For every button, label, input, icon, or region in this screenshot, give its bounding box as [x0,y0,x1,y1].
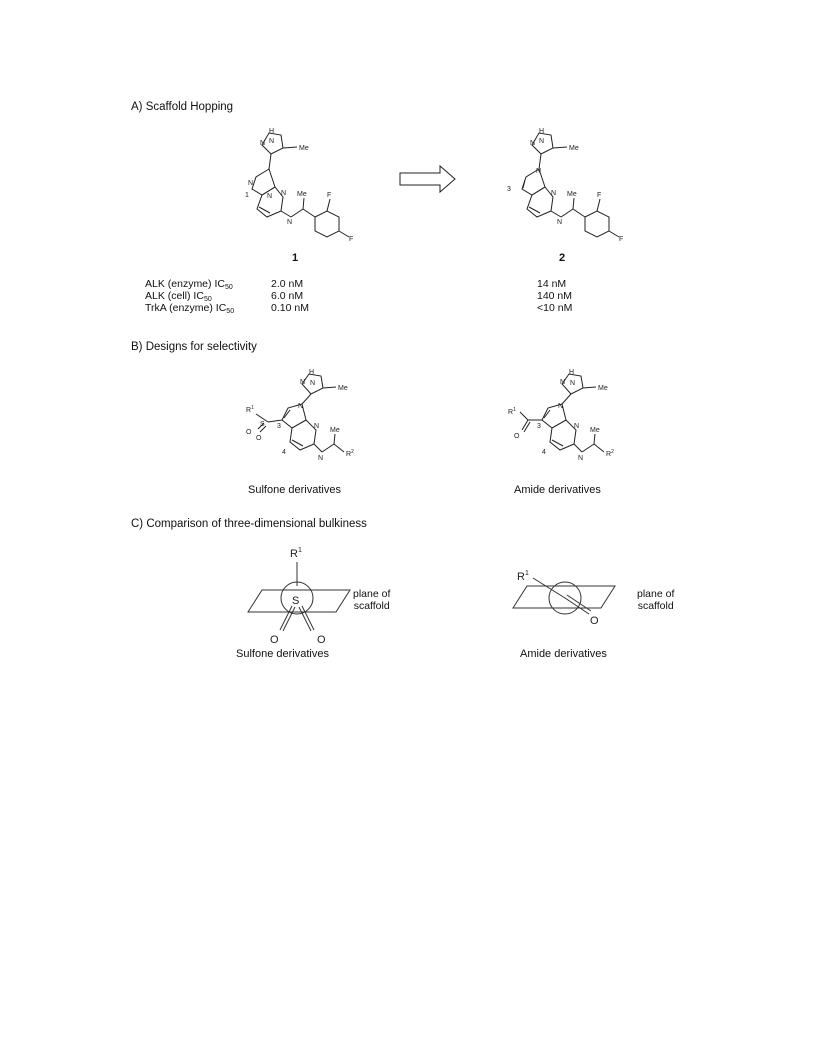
oxygen-label: O [590,615,599,627]
assay-name: TrkA (enzyme) IC [145,302,227,314]
n-atom: N [310,380,316,387]
position-3-label: 3 [537,423,541,430]
oxygen-label: O [270,634,279,646]
n-atom: N [570,380,576,387]
amide-design-caption: Amide derivatives [514,484,601,496]
position-4-label: 4 [282,449,286,456]
assay-sub: 50 [203,296,212,303]
ic50-value: 14 nM [537,278,567,290]
assay-labels [145,278,234,314]
me-label: Me [567,191,577,198]
me-label: Me [598,385,608,392]
position-1-label: 1 [245,192,249,199]
amide-bulkiness-diagram [505,560,625,640]
assay-row [145,278,234,290]
n-atom: N [539,138,545,145]
n-atom: N [558,403,564,410]
fluorine-label: F [327,192,332,199]
compound-2-values [537,278,572,314]
compound-1-label: 1 [291,252,299,264]
ic50-value: 6.0 nM [271,290,304,302]
me-label: Me [338,385,348,392]
compound-1-values [271,278,309,314]
ic50-value: 2.0 nM [271,278,304,290]
me-label: Me [590,427,600,434]
n-atom: N [314,423,320,430]
oxygen-label: O [256,435,262,442]
oxygen-label: O [514,433,520,440]
r2-label: $R^2$ [606,449,614,458]
compound-2-structure [495,125,635,250]
arrow-icon [398,164,460,194]
n-atom: N [287,219,293,226]
me-label: Me [569,145,579,152]
sulfone-design-structure [240,370,370,470]
compound-1-structure [225,125,365,250]
n-atom: N [551,190,557,197]
nh-h: H [309,369,315,376]
assay-row [145,302,234,314]
section-a-title: A) Scaffold Hopping [131,101,234,113]
fluorine-label: F [349,236,354,243]
n-atom: N [578,455,584,462]
position-4-label: 4 [542,449,546,456]
nh-h: H [539,128,545,135]
n-atom: N [300,379,306,386]
n-atom: N [281,190,287,197]
n-atom: N [267,193,273,200]
n-atom: N [269,138,275,145]
sulfur-label: S [260,421,265,428]
n-atom: N [318,455,324,462]
plane-of-scaffold-label [353,588,390,612]
ic50-value: 0.10 nM [271,302,309,314]
position-3-label: 3 [507,186,511,193]
n-atom: N [557,219,563,226]
position-3-label: 3 [277,423,281,430]
ic50-value: <10 nM [537,302,573,314]
oxygen-label: O [317,634,326,646]
r1-label: $R^1$ [246,405,254,414]
assay-name: ALK (enzyme) IC [145,278,225,290]
n-atom: N [298,403,304,410]
me-label: Me [297,191,307,198]
n-atom: N [536,168,542,175]
nh-h: H [269,128,275,135]
me-label: Me [330,427,340,434]
nh-h: H [569,369,575,376]
r1-label: $R^1$ [517,570,529,583]
section-c-title: C) Comparison of three-dimensional bulkiness [131,518,367,530]
n-atom: N [560,379,566,386]
r2-label: $R^2$ [346,449,354,458]
r1-label: $R^1$ [290,547,302,560]
n-atom: N [530,140,536,147]
sulfone-bulkiness-diagram [240,540,360,650]
sulfone-design-caption: Sulfone derivatives [248,484,341,496]
plane-label-line1: plane of [637,588,675,600]
assay-sub: 50 [226,308,235,315]
me-label: Me [299,145,309,152]
fluorine-label: F [597,192,602,199]
plane-label-line1: plane of [353,588,391,600]
section-b-title: B) Designs for selectivity [131,341,257,353]
plane-of-scaffold-label [637,588,674,612]
assay-sub: 50 [224,284,233,291]
oxygen-label: O [246,429,252,436]
compound-2-label: 2 [558,252,566,264]
n-atom: N [248,180,254,187]
plane-label-line2: scaffold [637,600,674,612]
n-atom: N [260,140,266,147]
amide-bulkiness-caption: Amide derivatives [520,648,607,660]
r1-label: $R^1$ [508,407,516,416]
assay-name: ALK (cell) IC [145,290,204,302]
sulfone-bulkiness-caption: Sulfone derivatives [236,648,329,660]
n-atom: N [574,423,580,430]
fluorine-label: F [619,236,624,243]
plane-label-line2: scaffold [353,600,390,612]
amide-design-structure [500,370,630,470]
sulfur-label: S [292,595,300,607]
assay-row [145,290,234,302]
ic50-value: 140 nM [537,290,573,302]
